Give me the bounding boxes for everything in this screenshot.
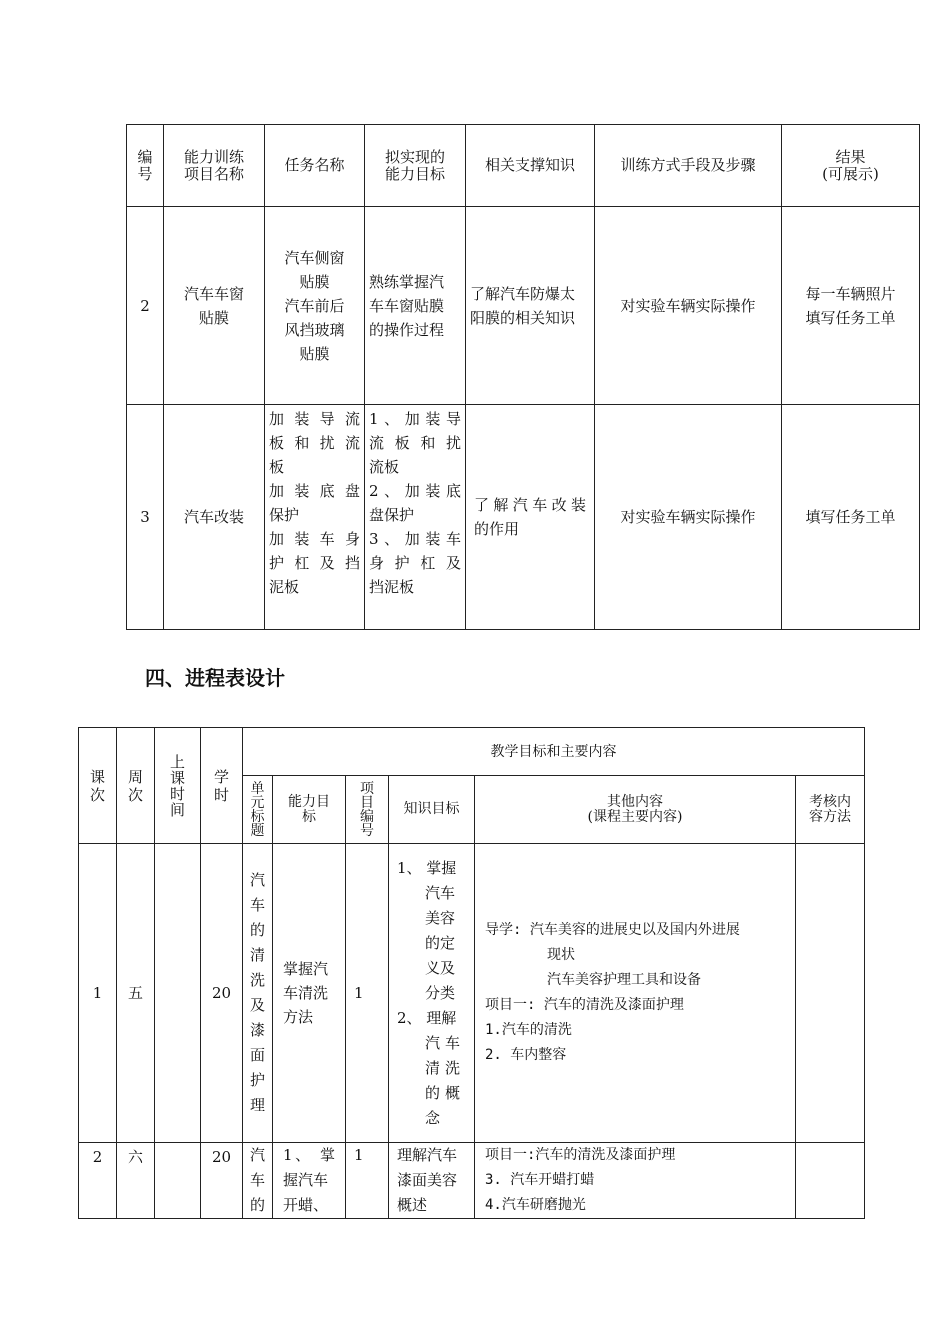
- header-ability: 能力目 标: [273, 776, 346, 844]
- row-knowledge: 理解汽车 漆面美容 概述: [389, 1143, 475, 1219]
- table-row: [79, 844, 865, 1143]
- row-time: [155, 1143, 201, 1219]
- row-hours: 20: [201, 844, 243, 1143]
- header-lesson: 课 次: [79, 728, 117, 844]
- header-unit: 单 元 标 题: [243, 776, 273, 844]
- row-knowledge: 1、 掌握 汽车 美容 的定 义及 分类 2、 理解 汽车 清洗 的概 念: [389, 844, 475, 1143]
- row-unit: 汽 车 的: [243, 1143, 273, 1219]
- training-project-table: [126, 124, 920, 630]
- row-project: 汽车车窗 贴膜: [164, 207, 265, 405]
- header-method: 训练方式手段及步骤: [595, 125, 782, 207]
- table-row: [79, 1143, 865, 1219]
- row-goal: 熟练掌握汽 车车窗贴膜 的操作过程: [365, 207, 466, 405]
- header-result: 结果 (可展示): [782, 125, 920, 207]
- row-goal: 1、加装导 流板和扰 流板 2、加装底 盘保护 3、加装车 身护杠及 挡泥板: [365, 405, 466, 630]
- row-ability: 掌握汽 车清洗 方法: [273, 844, 346, 1143]
- row-item-no: 1: [346, 1143, 389, 1219]
- table2-header-row: [79, 728, 865, 776]
- row-knowledge: 了解汽车改装 的作用: [466, 405, 595, 630]
- header-other: 其他内容 (课程主要内容): [475, 776, 796, 844]
- header-no: 编 号: [127, 125, 164, 207]
- header-goal: 拟实现的 能力目标: [365, 125, 466, 207]
- row-assess: [796, 844, 865, 1143]
- row-week: 六: [117, 1143, 155, 1219]
- row-assess: [796, 1143, 865, 1219]
- header-time: 上 课 时 间: [155, 728, 201, 844]
- header-knowledge: 知识目标: [389, 776, 475, 844]
- header-knowledge: 相关支撑知识: [466, 125, 595, 207]
- row-other: 导学: 汽车美容的进展史以及国内外进展 现状 汽车美容护理工具和设备 项目一: 汽车的清洗及漆面护理 1.汽车的清洗 2. 车内整容: [475, 844, 796, 1143]
- row-ability: 1、 掌 握汽车 开蜡、: [273, 1143, 346, 1219]
- row-week: 五: [117, 844, 155, 1143]
- row-other: 项目一:汽车的清洗及漆面护理 3. 汽车开蜡打蜡 4.汽车研磨抛光: [475, 1143, 796, 1219]
- table-row: [127, 405, 920, 630]
- row-method: 对实验车辆实际操作: [595, 405, 782, 630]
- row-no: 2: [127, 207, 164, 405]
- row-no: 3: [127, 405, 164, 630]
- row-hours: 20: [201, 1143, 243, 1219]
- row-task: 汽车侧窗 贴膜 汽车前后 风挡玻璃 贴膜: [265, 207, 365, 405]
- header-group: 教学目标和主要内容: [243, 728, 865, 776]
- header-project: 能力训练 项目名称: [164, 125, 265, 207]
- row-task: 加装导流 板和扰流 板 加装底盘 保护 加装车身 护杠及挡 泥板: [265, 405, 365, 630]
- header-item-no: 项 目 编 号: [346, 776, 389, 844]
- row-result: 每一车辆照片 填写任务工单: [782, 207, 920, 405]
- row-knowledge: 了解汽车防爆太 阳膜的相关知识: [466, 207, 595, 405]
- header-task: 任务名称: [265, 125, 365, 207]
- table-row: [127, 207, 920, 405]
- row-unit: 汽 车 的 清 洗 及 漆 面 护 理: [243, 844, 273, 1143]
- row-lesson: 1: [79, 844, 117, 1143]
- row-time: [155, 844, 201, 1143]
- header-hours: 学 时: [201, 728, 243, 844]
- row-item-no: 1: [346, 844, 389, 1143]
- schedule-table: [78, 727, 865, 1219]
- row-lesson: 2: [79, 1143, 117, 1219]
- row-result: 填写任务工单: [782, 405, 920, 630]
- header-assess: 考核内 容方法: [796, 776, 865, 844]
- header-week: 周 次: [117, 728, 155, 844]
- section-title: 四、进程表设计: [145, 666, 285, 690]
- row-method: 对实验车辆实际操作: [595, 207, 782, 405]
- table1-header-row: [127, 125, 920, 207]
- row-project: 汽车改装: [164, 405, 265, 630]
